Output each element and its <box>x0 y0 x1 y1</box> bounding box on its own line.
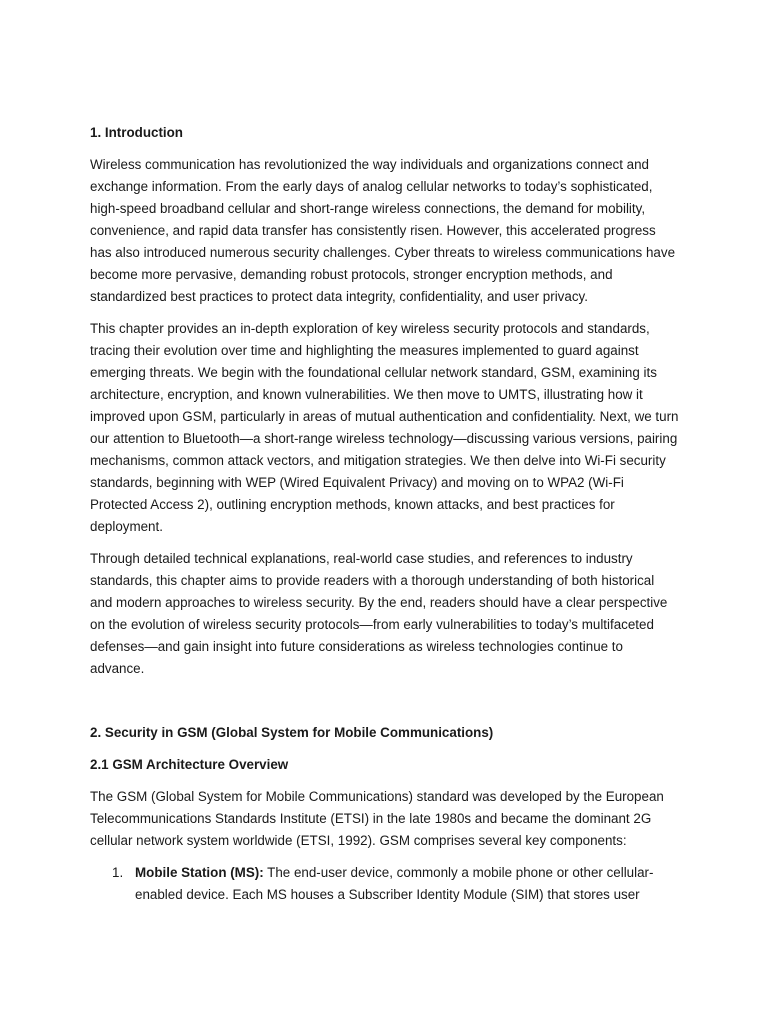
intro-paragraph-3: Through detailed technical explanations, real-world case studies, and references to industry standards, this chapter aims to provide readers with a thorough understanding of both historical and modern approaches to wireless security. By the end, readers should have a clear perspective on the evolution of wireless security protocols—from early vulnerabilities to today’s multifaceted defenses—and gain insight into future considerations as wireless technologies continue to advance. <box>90 551 668 676</box>
list-item-term: Mobile Station (MS): <box>135 865 264 880</box>
subsection-heading-gsm-architecture: 2.1 GSM Architecture Overview <box>90 757 289 772</box>
document-page <box>90 122 680 906</box>
intro-paragraph-1: Wireless communication has revolutionized the way individuals and organizations connect and exchange information. From the early days of analog cellular networks to today’s sophisticated, high-speed broadband cellular and short-range wireless connections, the demand for mobility, convenience, and rapid data transfer has consistently risen. However, this accelerated progress has also introduced numerous security challenges. Cyber threats to wireless communications have become more pervasive, demanding robust protocols, stronger encryption methods, and standardized best practices to protect data integrity, confidentiality, and user privacy. <box>90 157 676 304</box>
list-item-number: 1. <box>112 865 124 880</box>
intro-paragraph-2: This chapter provides an in-depth exploration of key wireless security protocols and standards, tracing their evolution over time and highlighting the measures implemented to guard against emerging threats. We begin with the foundational cellular network standard, GSM, examining its architecture, encryption, and known vulnerabilities. We then move to UMTS, illustrating how it improved upon GSM, particularly in areas of mutual authentication and confidentiality. Next, we turn our attention to Bluetooth—a short-range wireless technology—discussing various versions, pairing mechanisms, common attack vectors, and mitigation strategies. We then delve into Wi-Fi security standards, beginning with WEP (Wired Equivalent Privacy) and moving on to WPA2 (Wi-Fi Protected Access 2), outlining encryption methods, known attacks, and best practices for deployment. <box>90 321 679 534</box>
section-heading-introduction: 1. Introduction <box>90 125 183 140</box>
list-item <box>90 862 680 906</box>
list-item-text: The end-user device, commonly a mobile phone or other cellular-enabled device. Each MS houses a Subscriber Identity Module (SIM) that stores user <box>135 865 654 902</box>
gsm-paragraph: The GSM (Global System for Mobile Communications) standard was developed by the European Telecommunications Standards Institute (ETSI) in the late 1980s and became the dominant 2G cellular network system worldwide (ETSI, 1992). GSM comprises several key components: <box>90 789 664 848</box>
section-heading-gsm-security: 2. Security in GSM (Global System for Mobile Communications) <box>90 725 494 740</box>
gsm-components-list <box>90 862 680 906</box>
